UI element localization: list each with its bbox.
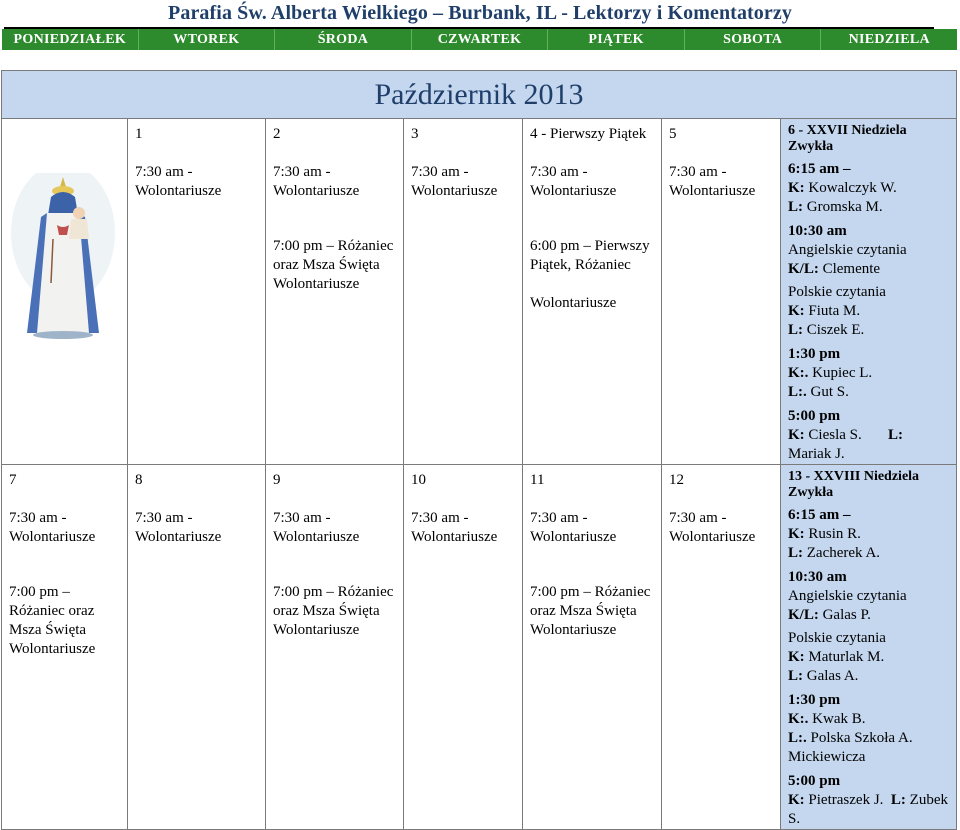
- mass-block-3: [788, 691, 950, 767]
- commentator-name: Maturlak M.: [808, 649, 885, 665]
- lector-name: Zubek S.: [788, 792, 948, 827]
- commentator-label: K:.: [788, 711, 809, 727]
- mass-time: 7:30 am -: [669, 510, 727, 526]
- assignee: Wolontariusze: [669, 183, 756, 199]
- lector-name-cont: Mickiewicza: [788, 749, 866, 765]
- assignee: Wolontariusze: [411, 529, 498, 545]
- day-number: 1: [135, 126, 143, 142]
- day-cell-12[interactable]: [662, 465, 781, 830]
- assignee: Wolontariusze: [135, 529, 222, 545]
- evening-event: 7:00 pm – Różaniec: [273, 584, 394, 600]
- evening-event: 6:00 pm – Pierwszy: [530, 238, 650, 254]
- assignee: Wolontariusze: [530, 183, 617, 199]
- lector-name: Polska Szkoła A.: [810, 730, 913, 746]
- evening-event: Różaniec oraz: [9, 603, 95, 619]
- weekday-sunday: NIEDZIELA: [848, 32, 930, 47]
- assignee: Wolontariusze: [9, 641, 96, 657]
- weekday-thursday: CZWARTEK: [412, 29, 549, 50]
- evening-event: Piątek, Różaniec: [530, 257, 631, 273]
- lector-name: Gut S.: [810, 384, 849, 400]
- commentator-name: Rusin R.: [808, 526, 861, 542]
- lector-label: L:: [788, 322, 803, 338]
- commentator-label: K:: [788, 427, 805, 443]
- readings-language: Angielskie czytania: [788, 242, 907, 258]
- sunday-title: 13 - XXVIII Niedziela: [788, 469, 920, 484]
- lector-name: Ciszek E.: [806, 322, 865, 338]
- assignee: Wolontariusze: [9, 529, 96, 545]
- page-title: Parafia Św. Alberta Wielkiego – Burbank, IL - Lektorzy i Komentatorzy: [168, 2, 792, 24]
- lector-label: L:.: [788, 730, 807, 746]
- assignee: Wolontariusze: [530, 529, 617, 545]
- day-number: 4 - Pierwszy Piątek: [530, 126, 647, 142]
- mass-time: 7:30 am -: [530, 510, 588, 526]
- mass-time: 10:30 am: [788, 223, 847, 239]
- sunday-title: Zwykła: [788, 139, 834, 154]
- lector-label: L:: [788, 668, 803, 684]
- weekday-wednesday: ŚRODA: [275, 29, 412, 50]
- lector-label: L:: [788, 199, 803, 215]
- mass-block-4: [788, 772, 950, 829]
- lector-label: L:: [890, 792, 906, 808]
- assignee: Wolontariusze: [530, 295, 617, 311]
- day-number: 9: [273, 472, 281, 488]
- lector-name: Mariak J.: [788, 446, 845, 462]
- mass-block-2: [788, 222, 950, 340]
- mass-time: 7:30 am -: [411, 510, 469, 526]
- day-cell-11[interactable]: [523, 465, 662, 830]
- mass-time: 5:00 pm: [788, 408, 841, 424]
- commentator-label: K:: [788, 792, 805, 808]
- commentator-lector-label: K/L:: [788, 261, 819, 277]
- month-header: [2, 71, 957, 119]
- mass-time: 7:30 am -: [411, 164, 469, 180]
- commentator-lector-name: Galas P.: [822, 607, 871, 623]
- madonna-and-child-image: [7, 173, 119, 341]
- evening-event: 7:00 pm – Różaniec: [273, 238, 394, 254]
- mass-time: 1:30 pm: [788, 692, 841, 708]
- sunday-title: 6 - XXVII Niedziela: [788, 123, 907, 138]
- commentator-name: Pietraszek J.: [808, 792, 884, 808]
- weekday-saturday: SOBOTA: [685, 29, 822, 50]
- day-cell-3[interactable]: [404, 119, 523, 465]
- mass-time: 5:00 pm: [788, 773, 841, 789]
- commentator-name: Kwak B.: [812, 711, 866, 727]
- day-number: 10: [411, 472, 426, 488]
- commentator-name: Kowalczyk W.: [808, 180, 897, 196]
- sunday-title: Zwykła: [788, 485, 834, 500]
- day-cell-9[interactable]: [266, 465, 404, 830]
- lector-label: L:: [888, 427, 904, 443]
- assignee: Wolontariusze: [273, 183, 360, 199]
- day-cell-6-sunday[interactable]: [781, 119, 957, 465]
- evening-event: 7:00 pm – Różaniec: [530, 584, 651, 600]
- mass-block-1: [788, 506, 950, 563]
- day-number: 3: [411, 126, 419, 142]
- day-number: 11: [530, 472, 545, 488]
- mass-time: 7:30 am -: [273, 510, 331, 526]
- day-cell-8[interactable]: [128, 465, 266, 830]
- day-cell-10[interactable]: [404, 465, 523, 830]
- weekday-tuesday: WTOREK: [139, 29, 276, 50]
- mass-block-4: [788, 407, 950, 464]
- day-number: 12: [669, 472, 684, 488]
- mass-time: 6:15 am –: [788, 507, 851, 523]
- day-cell-7[interactable]: [2, 465, 128, 830]
- mass-time: 1:30 pm: [788, 346, 841, 362]
- assignee: Wolontariusze: [273, 276, 360, 292]
- day-cell-2[interactable]: [266, 119, 404, 465]
- mass-block-3: [788, 345, 950, 402]
- day-cell-1[interactable]: [128, 119, 266, 465]
- readings-language: Polskie czytania: [788, 284, 886, 300]
- mass-time: 7:30 am -: [273, 164, 331, 180]
- assignee: Wolontariusze: [530, 622, 617, 638]
- commentator-name: Kupiec L.: [812, 365, 873, 381]
- assignee: Wolontariusze: [273, 529, 360, 545]
- commentator-lector-label: K/L:: [788, 607, 819, 623]
- month-title: Październik 2013: [374, 78, 584, 111]
- day-number: 8: [135, 472, 143, 488]
- commentator-name: Ciesla S.: [808, 427, 862, 443]
- assignee: Wolontariusze: [135, 183, 222, 199]
- lector-name: Gromska M.: [806, 199, 883, 215]
- day-number: 7: [9, 472, 17, 488]
- mass-block-1: [788, 160, 950, 217]
- mass-time: 7:30 am -: [135, 510, 193, 526]
- lector-label: L:: [788, 545, 803, 561]
- mass-time: 7:30 am -: [9, 510, 67, 526]
- mass-time: 10:30 am: [788, 569, 847, 585]
- calendar-table: [1, 70, 957, 830]
- lector-name: Galas A.: [806, 668, 859, 684]
- evening-event: oraz Msza Święta: [273, 603, 380, 619]
- assignee: Wolontariusze: [273, 622, 360, 638]
- commentator-label: K:: [788, 649, 805, 665]
- readings-language: Polskie czytania: [788, 630, 886, 646]
- assignee: Wolontariusze: [411, 183, 498, 199]
- weekday-friday: PIĄTEK: [548, 29, 685, 50]
- evening-event: oraz Msza Święta: [273, 257, 380, 273]
- mass-time: 7:30 am -: [135, 164, 193, 180]
- commentator-label: K:: [788, 303, 805, 319]
- lector-name: Zacherek A.: [806, 545, 881, 561]
- day-cell-5[interactable]: [662, 119, 781, 465]
- day-number: 2: [273, 126, 281, 142]
- commentator-label: K:.: [788, 365, 809, 381]
- evening-event: oraz Msza Święta: [530, 603, 637, 619]
- image-cell: [2, 119, 128, 465]
- evening-event: Msza Święta: [9, 622, 87, 638]
- lector-label: L:.: [788, 384, 807, 400]
- mass-block-2: [788, 568, 950, 686]
- commentator-name: Fiuta M.: [808, 303, 861, 319]
- readings-language: Angielskie czytania: [788, 588, 907, 604]
- commentator-lector-name: Clemente: [822, 261, 881, 277]
- mass-time: 6:15 am –: [788, 161, 851, 177]
- commentator-label: K:: [788, 180, 805, 196]
- weekday-monday: PONIEDZIAŁEK: [2, 29, 139, 50]
- day-cell-4[interactable]: [523, 119, 662, 465]
- mass-time: 7:30 am -: [669, 164, 727, 180]
- weekday-bar: [2, 29, 957, 50]
- mass-time: 7:30 am -: [530, 164, 588, 180]
- day-number: 5: [669, 126, 677, 142]
- assignee: Wolontariusze: [669, 529, 756, 545]
- day-cell-13-sunday[interactable]: [781, 465, 957, 830]
- commentator-label: K:: [788, 526, 805, 542]
- evening-event: 7:00 pm –: [9, 584, 70, 600]
